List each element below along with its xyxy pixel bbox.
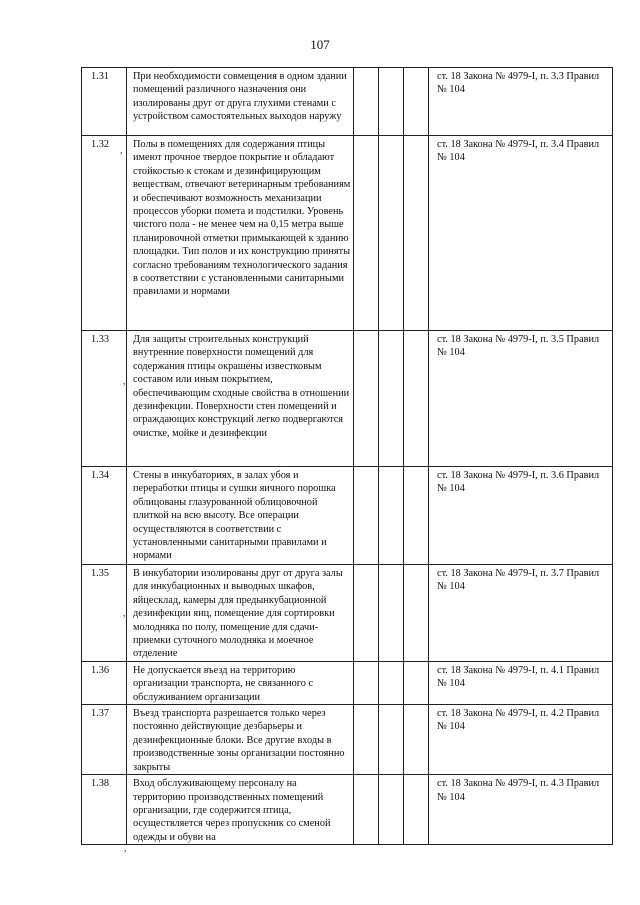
legal-reference: ст. 18 Закона № 4979-I, п. 4.2 Правил № 104 — [429, 705, 613, 775]
scan-mark: , — [124, 843, 127, 854]
check-cell-no — [379, 68, 404, 136]
row-number-label: 1.35 — [91, 568, 110, 579]
row-number: 1.36 — [82, 661, 127, 704]
check-cell-yes — [354, 331, 379, 467]
legal-reference: ст. 18 Закона № 4979-I, п. 4.1 Правил № 104 — [429, 661, 613, 704]
check-cell-na — [404, 136, 429, 331]
check-cell-no — [379, 775, 404, 845]
check-cell-yes — [354, 68, 379, 136]
check-cell-yes — [354, 467, 379, 565]
legal-reference: ст. 18 Закона № 4979-I, п. 3.6 Правил № 104 — [429, 467, 613, 565]
check-cell-no — [379, 705, 404, 775]
requirement-text: Для защиты строительных конструкций внутренние поверхности помещений для содержания птицы окрашены известковым составом или иным покрытием, обеспечивающим сходные свойства в отношении дезинфекции. Поверхности стен помещений и ограждающих конструкций легко подвергаются очистке, мойке и дезинфекции — [127, 331, 354, 467]
table-row — [82, 136, 613, 331]
check-cell-yes — [354, 136, 379, 331]
table-row — [82, 705, 613, 775]
check-cell-yes — [354, 661, 379, 704]
check-cell-na — [404, 68, 429, 136]
row-number: 1.37 — [82, 705, 127, 775]
table-row — [82, 775, 613, 845]
legal-reference: ст. 18 Закона № 4979-I, п. 4.3 Правил № 104 — [429, 775, 613, 845]
check-cell-na — [404, 565, 429, 662]
row-number — [82, 136, 127, 331]
table-row — [82, 68, 613, 136]
requirement-text: Не допускается въезд на территорию организации транспорта, не связанного с обслуживанием организации — [127, 661, 354, 704]
check-cell-no — [379, 565, 404, 662]
check-cell-yes — [354, 775, 379, 845]
check-cell-na — [404, 661, 429, 704]
legal-reference: ст. 18 Закона № 4979-I, п. 3.7 Правил № 104 — [429, 565, 613, 662]
table-row — [82, 467, 613, 565]
scan-mark: , — [120, 145, 123, 156]
check-cell-yes — [354, 705, 379, 775]
table-row — [82, 661, 613, 704]
table-row — [82, 331, 613, 467]
check-cell-na — [404, 775, 429, 845]
legal-reference: ст. 18 Закона № 4979-I, п. 3.4 Правил № 104 — [429, 136, 613, 331]
page-number: 107 — [310, 37, 330, 52]
check-cell-no — [379, 661, 404, 704]
row-number — [82, 331, 127, 467]
requirement-text: Въезд транспорта разрешается только через постоянно действующие дезбарьеры и дезинфекционные блоки. Все другие входы в производственные зоны организации постоянно закрыты — [127, 705, 354, 775]
table-row — [82, 565, 613, 662]
row-number: 1.31 — [82, 68, 127, 136]
row-number-label: 1.32 — [91, 139, 110, 150]
requirement-text: Вход обслуживающему персоналу на территорию производственных помещений организации, где содержится птица, осуществляется через пропускник со сменой одежды и обуви на — [127, 775, 354, 845]
requirement-text: При необходимости совмещения в одном здании помещений различного назначения они изолированы друг от друга глухими стенами с устройством самостоятельных выходов наружу — [127, 68, 354, 136]
scan-mark: , — [123, 376, 126, 387]
legal-reference: ст. 18 Закона № 4979-I, п. 3.3 Правил № 104 — [429, 68, 613, 136]
requirement-text: В инкубатории изолированы друг от друга залы для инкубационных и выводных шкафов, яйцесклад, камеры для предынкубационной дезинфекции яиц, помещение для сортировки молодняка по полу, помещение для сдачи-приемки суточного молодняка и моечное отделение — [127, 565, 354, 662]
row-number: 1.34 — [82, 467, 127, 565]
check-cell-no — [379, 331, 404, 467]
check-cell-na — [404, 467, 429, 565]
requirements-table — [81, 67, 613, 845]
check-cell-no — [379, 136, 404, 331]
check-cell-yes — [354, 565, 379, 662]
check-cell-na — [404, 705, 429, 775]
row-number — [82, 565, 127, 662]
scan-mark: , — [123, 608, 126, 619]
row-number-label: 1.33 — [91, 334, 110, 345]
check-cell-no — [379, 467, 404, 565]
row-number: 1.38 — [82, 775, 127, 845]
legal-reference: ст. 18 Закона № 4979-I, п. 3.5 Правил № 104 — [429, 331, 613, 467]
check-cell-na — [404, 331, 429, 467]
requirement-text: Стены в инкубаториях, в залах убоя и переработки птицы и сушки яичного порошка облицованы глазурованной облицовочной плиткой на всю высоту. Все операции осуществляются в соответствии с установленными санитарными правилами и нормами — [127, 467, 354, 565]
requirement-text: Полы в помещениях для содержания птицы имеют прочное твердое покрытие и обладают стойкостью к стокам и дезинфицирующим веществам, отвечают ветеринарным требованиям и обеспечивают возможность механизации процессов уборки помета и подстилки. Уровень чистого пола - не менее чем на 0,15 метра выше планировочной отметки примыкающей к зданию площадки. Тип полов и их конструкцию приняты согласно требованиям технологического задания в соответствии с установленными санитарными правилами и нормами — [127, 136, 354, 331]
